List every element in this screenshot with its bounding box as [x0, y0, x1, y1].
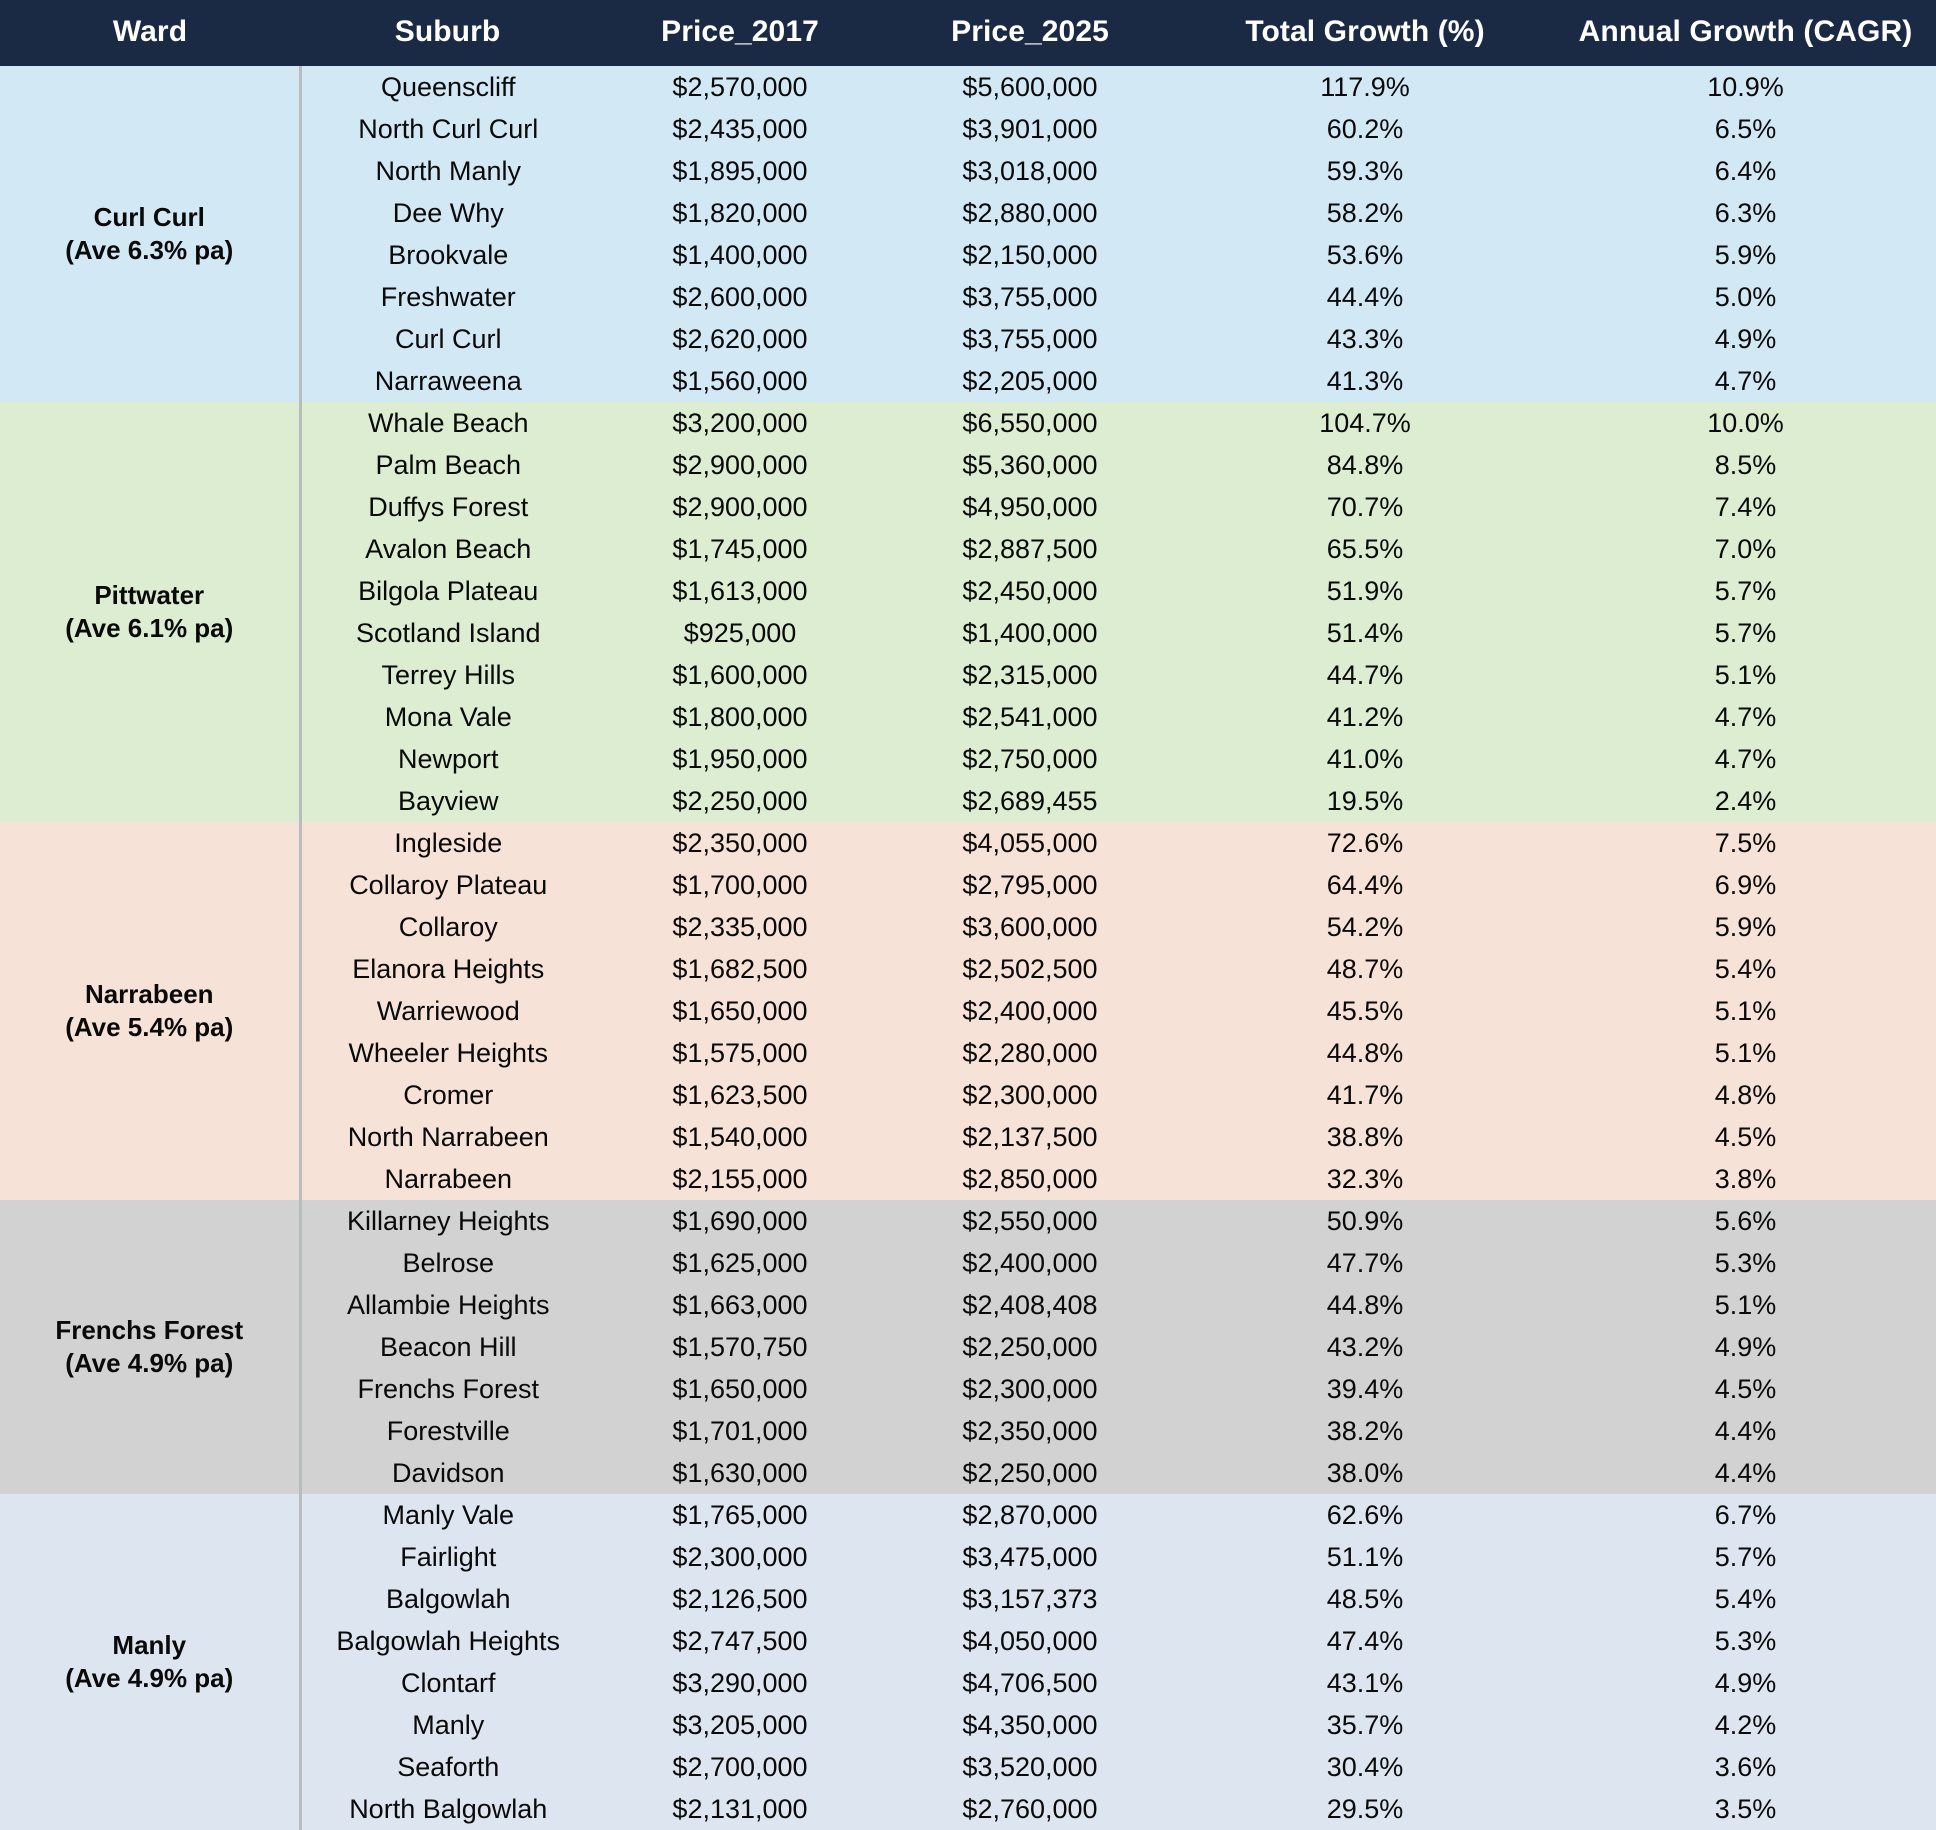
- cell-price-2025: $2,205,000: [962, 366, 1098, 396]
- cell-price-2017: $2,300,000: [672, 1542, 808, 1572]
- cell-price-2017: $1,540,000: [672, 1122, 808, 1152]
- cell-price-2017: $1,700,000: [672, 870, 808, 900]
- cell-price-2017: $1,630,000: [672, 1458, 808, 1488]
- cell-annual-growth: 5.6%: [1714, 1206, 1777, 1236]
- cell-annual-growth: 3.6%: [1714, 1752, 1777, 1782]
- cell-price-2025: $2,280,000: [962, 1038, 1098, 1068]
- cell-price-2017: $2,600,000: [672, 282, 808, 312]
- cell-suburb: Cromer: [300, 1074, 595, 1116]
- cell-price-2025: $2,870,000: [962, 1500, 1098, 1530]
- cell-price-2017: $1,701,000: [672, 1416, 808, 1446]
- cell-annual-growth: 4.4%: [1714, 1458, 1777, 1488]
- cell-price-2025: $3,755,000: [962, 282, 1098, 312]
- cell-price-2025: $2,450,000: [962, 576, 1098, 606]
- cell-total-growth: 65.5%: [1326, 534, 1404, 564]
- cell-total-growth: 50.9%: [1326, 1206, 1404, 1236]
- cell-suburb: Manly: [300, 1704, 595, 1746]
- cell-total-growth: 32.3%: [1326, 1164, 1404, 1194]
- table-body: [0, 66, 1936, 1830]
- cell-price-2025: $3,755,000: [962, 324, 1098, 354]
- cell-price-2017: $1,575,000: [672, 1038, 808, 1068]
- cell-price-2017: $3,200,000: [672, 408, 808, 438]
- cell-total-growth: 64.4%: [1326, 870, 1404, 900]
- ward-name: Frenchs Forest: [55, 1314, 244, 1345]
- ward-group-cell: [0, 66, 300, 402]
- cell-annual-growth: 5.9%: [1714, 240, 1777, 270]
- cell-price-2017: $1,663,000: [672, 1290, 808, 1320]
- cell-price-2025: $5,360,000: [962, 450, 1098, 480]
- cell-suburb: Davidson: [300, 1452, 595, 1494]
- cell-price-2025: $4,706,500: [962, 1668, 1098, 1698]
- cell-total-growth: 47.7%: [1326, 1248, 1404, 1278]
- cell-price-2017: $2,700,000: [672, 1752, 808, 1782]
- cell-suburb: Narrabeen: [300, 1158, 595, 1200]
- cell-price-2025: $2,887,500: [962, 534, 1098, 564]
- cell-suburb: North Narrabeen: [300, 1116, 595, 1158]
- cell-suburb: Palm Beach: [300, 444, 595, 486]
- cell-price-2025: $6,550,000: [962, 408, 1098, 438]
- cell-suburb: Brookvale: [300, 234, 595, 276]
- cell-suburb: North Curl Curl: [300, 108, 595, 150]
- cell-price-2017: $3,290,000: [672, 1668, 808, 1698]
- cell-total-growth: 35.7%: [1326, 1710, 1404, 1740]
- cell-suburb: Warriewood: [300, 990, 595, 1032]
- cell-suburb: Forestville: [300, 1410, 595, 1452]
- cell-annual-growth: 4.5%: [1714, 1374, 1777, 1404]
- cell-price-2025: $2,502,500: [962, 954, 1098, 984]
- cell-annual-growth: 5.7%: [1714, 618, 1777, 648]
- cell-total-growth: 45.5%: [1326, 996, 1404, 1026]
- cell-total-growth: 51.1%: [1326, 1542, 1404, 1572]
- cell-total-growth: 44.8%: [1326, 1038, 1404, 1068]
- cell-price-2025: $4,055,000: [962, 828, 1098, 858]
- column-header-total-growth: Total Growth (%): [1175, 0, 1555, 66]
- cell-price-2017: $2,350,000: [672, 828, 808, 858]
- cell-total-growth: 44.8%: [1326, 1290, 1404, 1320]
- cell-price-2017: $1,400,000: [672, 240, 808, 270]
- cell-price-2017: $1,745,000: [672, 534, 808, 564]
- cell-annual-growth: 4.7%: [1714, 744, 1777, 774]
- cell-total-growth: 59.3%: [1326, 156, 1404, 186]
- cell-price-2017: $1,570,750: [672, 1332, 808, 1362]
- cell-total-growth: 72.6%: [1326, 828, 1404, 858]
- cell-price-2025: $2,795,000: [962, 870, 1098, 900]
- cell-suburb: Beacon Hill: [300, 1326, 595, 1368]
- table-row: [0, 1200, 1936, 1242]
- cell-suburb: Freshwater: [300, 276, 595, 318]
- cell-price-2025: $2,760,000: [962, 1794, 1098, 1824]
- cell-suburb: Belrose: [300, 1242, 595, 1284]
- cell-price-2025: $2,400,000: [962, 1248, 1098, 1278]
- cell-price-2025: $3,157,373: [962, 1584, 1098, 1614]
- cell-price-2017: $1,625,000: [672, 1248, 808, 1278]
- cell-annual-growth: 10.0%: [1707, 408, 1784, 438]
- cell-total-growth: 30.4%: [1326, 1752, 1404, 1782]
- cell-total-growth: 41.3%: [1326, 366, 1404, 396]
- table-row: [0, 1494, 1936, 1536]
- cell-annual-growth: 4.9%: [1714, 1332, 1777, 1362]
- cell-total-growth: 39.4%: [1326, 1374, 1404, 1404]
- cell-total-growth: 60.2%: [1326, 114, 1404, 144]
- ward-group-cell: [0, 402, 300, 822]
- cell-suburb: Narraweena: [300, 360, 595, 402]
- cell-annual-growth: 4.7%: [1714, 366, 1777, 396]
- cell-total-growth: 62.6%: [1326, 1500, 1404, 1530]
- cell-price-2025: $2,315,000: [962, 660, 1098, 690]
- cell-price-2017: $2,620,000: [672, 324, 808, 354]
- cell-price-2025: $2,541,000: [962, 702, 1098, 732]
- cell-annual-growth: 4.8%: [1714, 1080, 1777, 1110]
- cell-suburb: Wheeler Heights: [300, 1032, 595, 1074]
- cell-annual-growth: 4.9%: [1714, 1668, 1777, 1698]
- cell-annual-growth: 7.4%: [1714, 492, 1777, 522]
- cell-suburb: Terrey Hills: [300, 654, 595, 696]
- cell-total-growth: 38.0%: [1326, 1458, 1404, 1488]
- ward-group-cell: [0, 822, 300, 1200]
- ward-group-cell: [0, 1494, 300, 1830]
- cell-price-2017: $2,131,000: [672, 1794, 808, 1824]
- column-header-price-2017: Price_2017: [595, 0, 885, 66]
- cell-annual-growth: 4.7%: [1714, 702, 1777, 732]
- cell-price-2025: $3,475,000: [962, 1542, 1098, 1572]
- cell-total-growth: 53.6%: [1326, 240, 1404, 270]
- column-header-suburb: Suburb: [300, 0, 595, 66]
- cell-price-2017: $1,613,000: [672, 576, 808, 606]
- cell-price-2017: $3,205,000: [672, 1710, 808, 1740]
- cell-annual-growth: 6.4%: [1714, 156, 1777, 186]
- ward-average-growth: (Ave 5.4% pa): [65, 1012, 234, 1042]
- cell-total-growth: 104.7%: [1319, 408, 1411, 438]
- cell-suburb: Dee Why: [300, 192, 595, 234]
- cell-suburb: Mona Vale: [300, 696, 595, 738]
- cell-annual-growth: 5.3%: [1714, 1626, 1777, 1656]
- cell-price-2017: $2,126,500: [672, 1584, 808, 1614]
- header-row: [0, 0, 1936, 66]
- cell-total-growth: 48.7%: [1326, 954, 1404, 984]
- cell-price-2017: $1,623,500: [672, 1080, 808, 1110]
- cell-annual-growth: 10.9%: [1707, 72, 1784, 102]
- cell-price-2017: $2,747,500: [672, 1626, 808, 1656]
- ward-name: Manly: [112, 1629, 187, 1660]
- cell-suburb: Balgowlah: [300, 1578, 595, 1620]
- cell-total-growth: 41.2%: [1326, 702, 1404, 732]
- cell-suburb: Frenchs Forest: [300, 1368, 595, 1410]
- cell-annual-growth: 6.5%: [1714, 114, 1777, 144]
- cell-suburb: North Balgowlah: [300, 1788, 595, 1830]
- cell-suburb: Collaroy Plateau: [300, 864, 595, 906]
- cell-price-2025: $2,150,000: [962, 240, 1098, 270]
- cell-suburb: Fairlight: [300, 1536, 595, 1578]
- cell-suburb: Killarney Heights: [300, 1200, 595, 1242]
- cell-annual-growth: 7.0%: [1714, 534, 1777, 564]
- cell-annual-growth: 6.9%: [1714, 870, 1777, 900]
- cell-suburb: Balgowlah Heights: [300, 1620, 595, 1662]
- cell-annual-growth: 5.4%: [1714, 1584, 1777, 1614]
- cell-price-2017: $1,650,000: [672, 996, 808, 1026]
- cell-price-2017: $1,800,000: [672, 702, 808, 732]
- column-header-annual-growth: Annual Growth (CAGR): [1555, 0, 1936, 66]
- cell-price-2025: $3,520,000: [962, 1752, 1098, 1782]
- cell-annual-growth: 5.0%: [1714, 282, 1777, 312]
- cell-price-2025: $2,250,000: [962, 1332, 1098, 1362]
- cell-total-growth: 43.1%: [1326, 1668, 1404, 1698]
- cell-total-growth: 19.5%: [1326, 786, 1404, 816]
- ward-name: Narrabeen: [84, 978, 214, 1009]
- cell-annual-growth: 3.5%: [1714, 1794, 1777, 1824]
- cell-price-2017: $1,765,000: [672, 1500, 808, 1530]
- cell-total-growth: 43.3%: [1326, 324, 1404, 354]
- cell-total-growth: 41.7%: [1326, 1080, 1404, 1110]
- table-row: [0, 66, 1936, 108]
- cell-price-2017: $2,900,000: [672, 450, 808, 480]
- cell-price-2025: $2,550,000: [962, 1206, 1098, 1236]
- column-header-price-2025: Price_2025: [885, 0, 1175, 66]
- cell-price-2017: $1,820,000: [672, 198, 808, 228]
- cell-price-2017: $2,435,000: [672, 114, 808, 144]
- cell-annual-growth: 5.1%: [1714, 1290, 1777, 1320]
- cell-price-2017: $1,950,000: [672, 744, 808, 774]
- cell-annual-growth: 4.9%: [1714, 324, 1777, 354]
- cell-annual-growth: 6.7%: [1714, 1500, 1777, 1530]
- cell-price-2017: $1,690,000: [672, 1206, 808, 1236]
- cell-price-2025: $2,850,000: [962, 1164, 1098, 1194]
- cell-total-growth: 38.8%: [1326, 1122, 1404, 1152]
- cell-annual-growth: 5.1%: [1714, 996, 1777, 1026]
- cell-price-2025: $3,600,000: [962, 912, 1098, 942]
- cell-suburb: Manly Vale: [300, 1494, 595, 1536]
- cell-price-2025: $3,018,000: [962, 156, 1098, 186]
- cell-annual-growth: 5.7%: [1714, 1542, 1777, 1572]
- cell-price-2025: $1,400,000: [962, 618, 1098, 648]
- cell-suburb: Ingleside: [300, 822, 595, 864]
- cell-price-2025: $3,901,000: [962, 114, 1098, 144]
- cell-suburb: Bilgola Plateau: [300, 570, 595, 612]
- cell-price-2017: $2,335,000: [672, 912, 808, 942]
- cell-suburb: Elanora Heights: [300, 948, 595, 990]
- cell-annual-growth: 8.5%: [1714, 450, 1777, 480]
- cell-price-2025: $4,050,000: [962, 1626, 1098, 1656]
- cell-suburb: Seaforth: [300, 1746, 595, 1788]
- cell-total-growth: 58.2%: [1326, 198, 1404, 228]
- cell-price-2025: $2,750,000: [962, 744, 1098, 774]
- cell-price-2017: $925,000: [683, 618, 797, 648]
- cell-total-growth: 51.9%: [1326, 576, 1404, 606]
- cell-total-growth: 47.4%: [1326, 1626, 1404, 1656]
- column-header-ward: Ward: [0, 0, 300, 66]
- ward-group-cell: [0, 1200, 300, 1494]
- cell-annual-growth: 5.1%: [1714, 1038, 1777, 1068]
- cell-price-2017: $2,250,000: [672, 786, 808, 816]
- cell-suburb: Curl Curl: [300, 318, 595, 360]
- cell-annual-growth: 5.4%: [1714, 954, 1777, 984]
- cell-total-growth: 44.7%: [1326, 660, 1404, 690]
- cell-total-growth: 41.0%: [1326, 744, 1404, 774]
- cell-total-growth: 51.4%: [1326, 618, 1404, 648]
- cell-suburb: Bayview: [300, 780, 595, 822]
- ward-name: Curl Curl: [93, 201, 205, 232]
- cell-price-2025: $4,950,000: [962, 492, 1098, 522]
- cell-suburb: Scotland Island: [300, 612, 595, 654]
- cell-price-2025: $4,350,000: [962, 1710, 1098, 1740]
- cell-annual-growth: 5.1%: [1714, 660, 1777, 690]
- ward-average-growth: (Ave 6.1% pa): [65, 613, 234, 643]
- cell-suburb: Queenscliff: [300, 66, 595, 108]
- cell-total-growth: 84.8%: [1326, 450, 1404, 480]
- ward-average-growth: (Ave 6.3% pa): [65, 235, 234, 265]
- cell-price-2017: $1,560,000: [672, 366, 808, 396]
- cell-annual-growth: 4.2%: [1714, 1710, 1777, 1740]
- table-row: [0, 822, 1936, 864]
- cell-price-2017: $1,895,000: [672, 156, 808, 186]
- cell-price-2025: $5,600,000: [962, 72, 1098, 102]
- cell-total-growth: 44.4%: [1326, 282, 1404, 312]
- cell-total-growth: 38.2%: [1326, 1416, 1404, 1446]
- cell-annual-growth: 4.4%: [1714, 1416, 1777, 1446]
- table-header: [0, 0, 1936, 66]
- cell-price-2025: $2,300,000: [962, 1374, 1098, 1404]
- cell-suburb: Allambie Heights: [300, 1284, 595, 1326]
- cell-suburb: Clontarf: [300, 1662, 595, 1704]
- cell-price-2017: $1,682,500: [672, 954, 808, 984]
- cell-price-2025: $2,400,000: [962, 996, 1098, 1026]
- cell-annual-growth: 7.5%: [1714, 828, 1777, 858]
- cell-suburb: Whale Beach: [300, 402, 595, 444]
- cell-price-2025: $2,689,455: [962, 786, 1098, 816]
- cell-annual-growth: 2.4%: [1714, 786, 1777, 816]
- cell-total-growth: 117.9%: [1320, 72, 1410, 102]
- cell-suburb: Duffys Forest: [300, 486, 595, 528]
- table-row: [0, 402, 1936, 444]
- cell-annual-growth: 3.8%: [1714, 1164, 1777, 1194]
- cell-annual-growth: 5.3%: [1714, 1248, 1777, 1278]
- ward-average-growth: (Ave 4.9% pa): [65, 1663, 234, 1693]
- cell-price-2025: $2,408,408: [962, 1290, 1098, 1320]
- cell-annual-growth: 5.9%: [1714, 912, 1777, 942]
- cell-suburb: Newport: [300, 738, 595, 780]
- cell-price-2017: $2,155,000: [672, 1164, 808, 1194]
- cell-annual-growth: 4.5%: [1714, 1122, 1777, 1152]
- cell-total-growth: 48.5%: [1326, 1584, 1404, 1614]
- cell-price-2025: $2,250,000: [962, 1458, 1098, 1488]
- ward-average-growth: (Ave 4.9% pa): [65, 1348, 234, 1378]
- cell-price-2017: $1,650,000: [672, 1374, 808, 1404]
- cell-total-growth: 70.7%: [1326, 492, 1404, 522]
- cell-price-2017: $2,570,000: [672, 72, 808, 102]
- cell-suburb: Collaroy: [300, 906, 595, 948]
- cell-price-2025: $2,137,500: [962, 1122, 1098, 1152]
- cell-total-growth: 29.5%: [1326, 1794, 1404, 1824]
- cell-annual-growth: 5.7%: [1714, 576, 1777, 606]
- cell-suburb: North Manly: [300, 150, 595, 192]
- cell-price-2025: $2,350,000: [962, 1416, 1098, 1446]
- cell-price-2025: $2,880,000: [962, 198, 1098, 228]
- cell-total-growth: 43.2%: [1326, 1332, 1404, 1362]
- cell-annual-growth: 6.3%: [1714, 198, 1777, 228]
- ward-name: Pittwater: [94, 579, 205, 610]
- cell-price-2017: $2,900,000: [672, 492, 808, 522]
- cell-suburb: Avalon Beach: [300, 528, 595, 570]
- cell-price-2025: $2,300,000: [962, 1080, 1098, 1110]
- cell-price-2017: $1,600,000: [672, 660, 808, 690]
- cell-total-growth: 54.2%: [1326, 912, 1404, 942]
